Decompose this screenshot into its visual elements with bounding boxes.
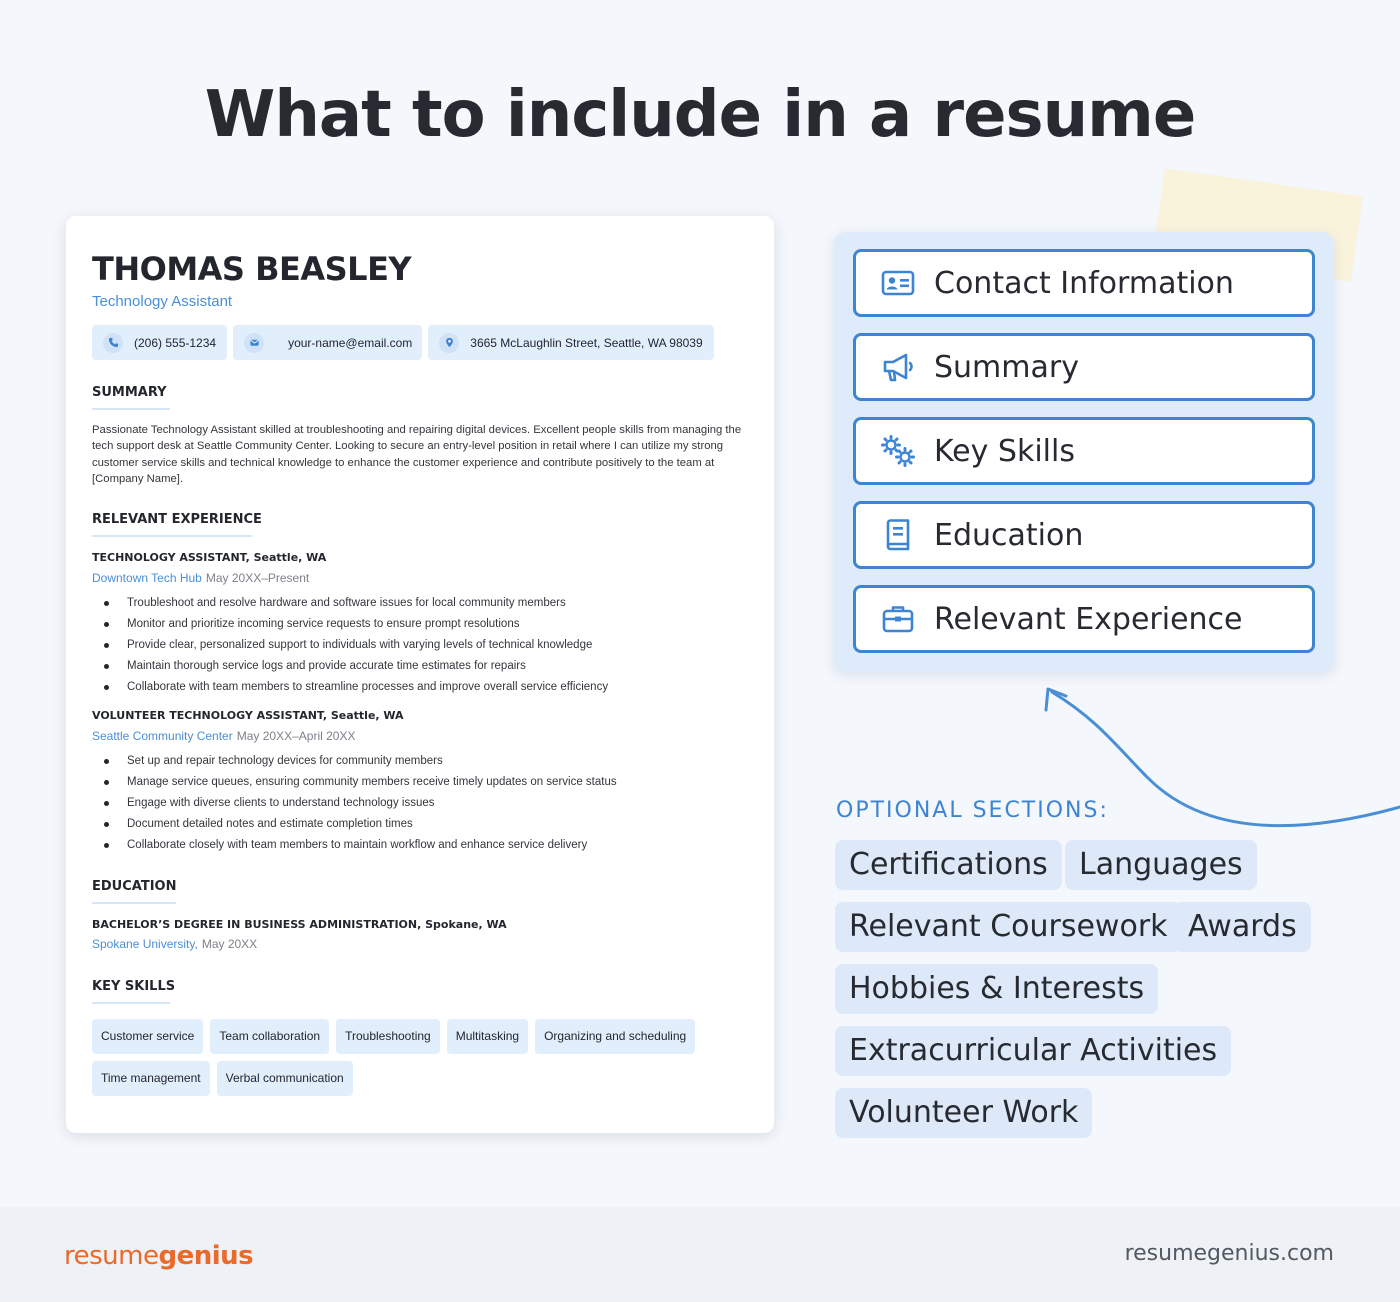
experience-underline	[92, 535, 252, 537]
job-date: May 20XX–Present	[205, 571, 310, 585]
contact-card-icon	[880, 265, 916, 301]
phone-icon	[103, 333, 123, 353]
experience-heading: RELEVANT EXPERIENCE	[92, 512, 262, 527]
skills-heading: KEY SKILLS	[92, 979, 176, 994]
list-item: Collaborate with team members to streamline processes and improve overall service efficiency	[104, 677, 608, 698]
skills-underline	[92, 1002, 170, 1004]
optional-sections-label: OPTIONAL SECTIONS:	[836, 798, 1109, 823]
skill-chip: Multitasking	[447, 1019, 528, 1054]
skill-chip: Team collaboration	[210, 1019, 329, 1054]
contact-email-text: your-name@email.com	[288, 335, 413, 350]
megaphone-icon	[880, 349, 916, 385]
education-degree: BACHELOR’S DEGREE IN BUSINESS ADMINISTRATION, Spokane, WA	[92, 918, 507, 931]
contact-email	[233, 325, 422, 360]
skill-chip: Verbal communication	[217, 1061, 353, 1096]
briefcase-icon	[880, 601, 916, 637]
resume-sections-panel	[834, 232, 1334, 672]
summary-heading: SUMMARY	[92, 385, 167, 400]
contact-address	[428, 325, 713, 360]
contact-row	[92, 325, 714, 360]
skills-row	[92, 1061, 353, 1096]
section-label: Summary	[934, 349, 1079, 385]
section-education	[853, 501, 1315, 569]
optional-section-chip: Certifications	[835, 840, 1062, 890]
contact-address-text: 3665 McLaughlin Street, Seattle, WA 98039	[470, 335, 703, 350]
job-title: VOLUNTEER TECHNOLOGY ASSISTANT, Seattle, WA	[92, 709, 404, 722]
optional-section-chip: Relevant Coursework	[835, 902, 1182, 952]
skill-chip: Customer service	[92, 1019, 203, 1054]
list-item: Maintain thorough service logs and provide accurate time estimates for repairs	[104, 656, 608, 677]
job-org: Seattle Community Center	[92, 729, 233, 743]
job-bullets	[104, 751, 617, 856]
optional-section-chip: Hobbies & Interests	[835, 964, 1158, 1014]
list-item: Manage service queues, ensuring community members receive timely updates on service status	[104, 772, 617, 793]
job-bullets	[104, 593, 608, 698]
summary-text: Passionate Technology Assistant skilled at troubleshooting and repairing digital devices. Excellent people skills from managing the tech support desk at Seattle Community Center. Looking to secure an entry-level position in retail where I can utilize my strong customer service skills and technical knowledge to enhance the customer experience and contribute positively to the team at [Company Name].	[92, 424, 742, 485]
job-date: May 20XX–April 20XX	[236, 729, 356, 743]
section-key-skills	[853, 417, 1315, 485]
logo-text-bold: genius	[158, 1241, 254, 1271]
section-relevant-experience	[853, 585, 1315, 653]
site-url-link[interactable]: resumegenius.com	[1124, 1241, 1334, 1266]
contact-phone	[92, 325, 227, 360]
list-item: Engage with diverse clients to understand technology issues	[104, 793, 617, 814]
logo-text-light: resume	[64, 1241, 159, 1271]
section-label: Relevant Experience	[934, 601, 1243, 637]
book-icon	[880, 517, 916, 553]
list-item: Document detailed notes and estimate completion times	[104, 814, 617, 835]
list-item: Monitor and prioritize incoming service requests to ensure prompt resolutions	[104, 614, 608, 635]
education-underline	[92, 902, 176, 904]
location-pin-icon	[439, 333, 459, 353]
section-label: Key Skills	[934, 433, 1075, 469]
page-title: What to include in a resume	[204, 78, 1196, 152]
resume-role: Technology Assistant	[92, 293, 233, 310]
list-item: Provide clear, personalized support to individuals with varying levels of technical knowledge	[104, 635, 608, 656]
job-org: Downtown Tech Hub	[92, 571, 202, 585]
contact-phone-text: (206) 555-1234	[134, 335, 217, 350]
resume-name: THOMAS BEASLEY	[92, 250, 412, 288]
gears-icon	[880, 433, 916, 469]
optional-section-chip: Extracurricular Activities	[835, 1026, 1231, 1076]
section-contact-information	[853, 249, 1315, 317]
list-item: Collaborate closely with team members to maintain workflow and enhance service delivery	[104, 835, 617, 856]
skill-chip: Organizing and scheduling	[535, 1019, 695, 1054]
optional-section-chip: Languages	[1065, 840, 1257, 890]
section-label: Contact Information	[934, 265, 1234, 301]
section-label: Education	[934, 517, 1084, 553]
job-org-date	[92, 571, 309, 585]
summary-underline	[92, 408, 170, 410]
envelope-icon	[244, 333, 264, 353]
education-date: May 20XX	[201, 937, 258, 951]
job-title: TECHNOLOGY ASSISTANT, Seattle, WA	[92, 551, 327, 564]
brand-logo[interactable]	[64, 1241, 253, 1271]
skill-chip: Troubleshooting	[336, 1019, 440, 1054]
skill-chip: Time management	[92, 1061, 210, 1096]
education-school-date	[92, 937, 257, 951]
education-heading: EDUCATION	[92, 879, 177, 894]
education-school: Spokane University,	[92, 937, 198, 951]
list-item: Troubleshoot and resolve hardware and software issues for local community members	[104, 593, 608, 614]
skills-row	[92, 1019, 695, 1054]
resume-sample-card	[66, 216, 774, 1133]
footer	[0, 1207, 1400, 1302]
optional-section-chip: Volunteer Work	[835, 1088, 1092, 1138]
section-summary	[853, 333, 1315, 401]
job-org-date	[92, 729, 355, 743]
list-item: Set up and repair technology devices for community members	[104, 751, 617, 772]
optional-section-chip: Awards	[1174, 902, 1311, 952]
